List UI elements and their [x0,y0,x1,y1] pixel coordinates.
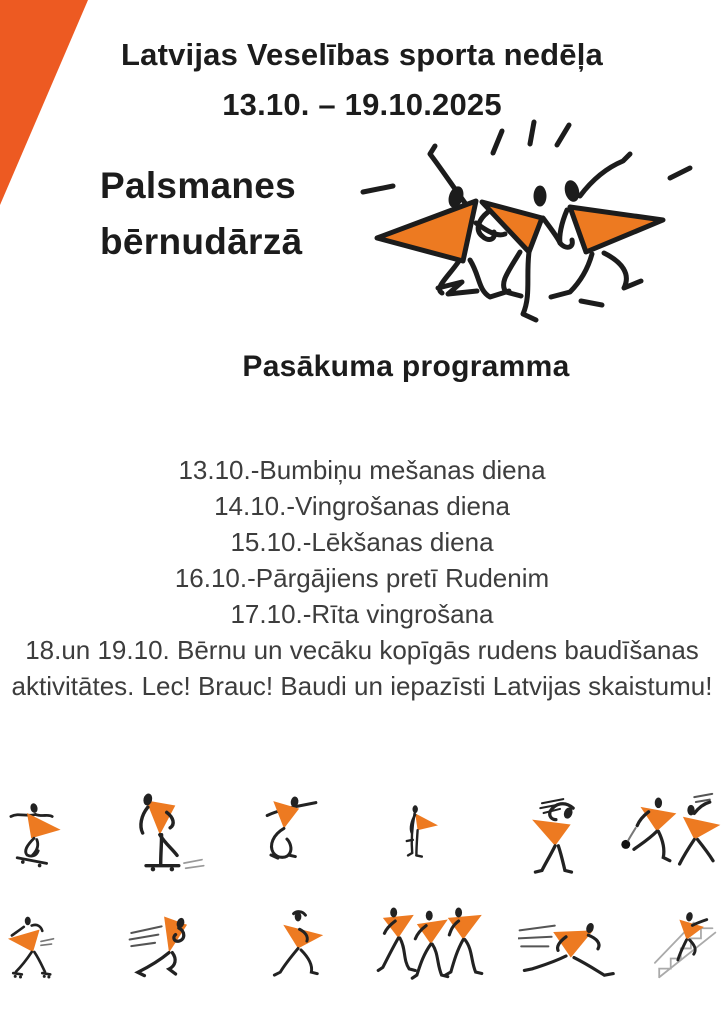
location-line2: bērnudārzā [100,221,303,262]
location-line1: Palsmanes [100,165,297,206]
program-item: 16.10.-Pārgājiens pretī Rudenim [174,563,550,593]
skateboard-trick-figure-icon [252,790,328,876]
program-list [0,452,724,704]
skateboard-crouch-figure-icon [6,793,76,875]
program-item: 17.10.-Rīta vingrošana [230,599,494,629]
roller-skating-figure-icon [4,906,70,990]
group-running-figures-icon [372,904,488,989]
skateboard-push-figure-icon [122,790,208,876]
program-item: 15.10.-Lēkšanas diena [230,527,494,557]
standing-figure-icon [390,792,450,878]
program-heading: Pasākuma programma [242,350,570,383]
celebrating-figures-illustration-icon [330,100,724,350]
stretching-figure-icon [518,795,602,877]
program-item: 14.10.-Vingrošanas diena [214,491,510,521]
program-item: 18.un 19.10. Bērnu un vecāku kopīgās rudens baudīšanas aktivitātes. Lec! Brauc! Baudi un iepazīsti Latvijas skaistumu! [11,635,713,701]
program-item: 13.10.-Bumbiņu mešanas diena [178,455,546,485]
sprint-start-figure-icon [128,910,210,992]
running-figure-icon [264,904,338,990]
ball-game-duo-icon [616,792,722,874]
stair-climbing-figure-icon [652,906,724,988]
poster-title-line1: Latvijas Veselības sporta nedēļa [121,37,603,72]
poster-title-line2: 13.10. – 19.10.2025 [222,87,502,122]
sprinting-figure-icon [518,916,622,980]
location-title [100,158,302,270]
